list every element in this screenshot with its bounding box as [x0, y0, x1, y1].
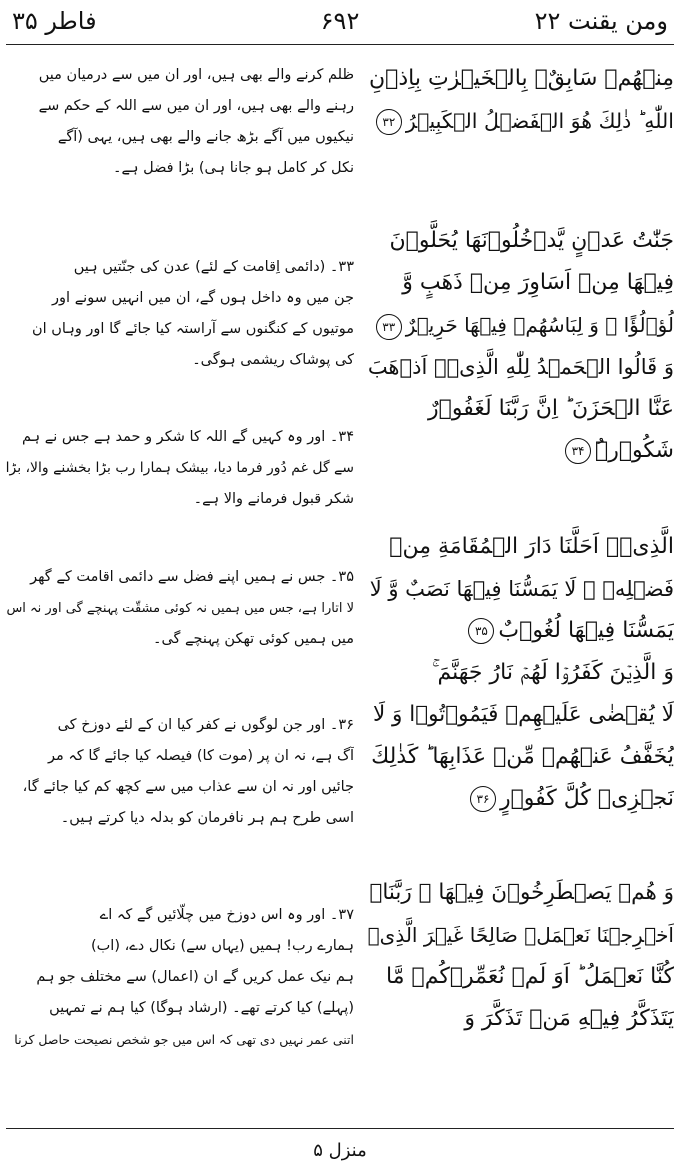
translation-paragraph: [6, 60, 354, 184]
arabic-line: [368, 998, 674, 1040]
arabic-line: [368, 388, 674, 430]
surah-header: فاطر ۳۵: [12, 7, 97, 35]
arabic-line: [368, 652, 674, 694]
translation-line: اتنی عمر نہیں دی تھی کہ اس میں جو شخص نصیحت حاصل کرنا: [14, 1032, 354, 1047]
translation-line: میں ہمیں کوئی تھکن پہنچے گی۔: [152, 631, 354, 647]
arabic-line: [368, 262, 674, 304]
footer-rule: [6, 1128, 674, 1129]
verse-number-marker: ۳۳: [376, 314, 402, 340]
translation-line: نیکیوں میں آگے بڑھ جانے والے بھی ہیں، یہی (آگے: [57, 129, 354, 145]
arabic-verse-group: [368, 58, 674, 142]
arabic-line-text: یَمَسُّنَا فِیۡهَا لُغُوۡبٌ: [498, 618, 674, 643]
arabic-line-text: فِیۡهَا مِنۡ اَسَاوِرَ مِنۡ ذَهَبٍ وَّ: [402, 270, 674, 295]
translation-line: اسی طرح ہم ہر نافرمان کو بدلہ دیا کرتے ہیں۔: [60, 810, 354, 826]
arabic-line-text: یَتَذَكَّرُ فِیۡهِ مَنۡ تَذَكَّرَ وَ: [464, 1006, 674, 1031]
translation-paragraph: [6, 252, 354, 376]
translation-line: شکر قبول فرمانے والا ہے۔: [193, 491, 354, 507]
verse-number-marker: ۳۵: [468, 618, 494, 644]
arabic-line: [368, 956, 674, 998]
translation-line: ۳۶۔ اور جن لوگوں نے کفر کیا ان کے لئے دوزخ کی: [57, 717, 354, 733]
arabic-line-text: اَخۡرِجۡنَا نَعۡمَلۡ صَالِحًا غَیۡرَ الَّذِیۡ: [368, 923, 674, 947]
arabic-line-text: كُنَّا نَعۡمَلُ ؕ اَوَ لَمۡ نُعَمِّرۡكُمۡ مَّا: [386, 964, 674, 989]
translation-line: ۳۴۔ اور وہ کہیں گے اللہ کا شکر و حمد ہے جس نے ہم: [21, 429, 354, 445]
arabic-line: [368, 568, 674, 610]
manzil-label: منزل ۵: [313, 1140, 367, 1161]
translation-line: لا اتارا ہے، جس میں ہمیں نہ کوئی مشقّت پہنچے گی اور نہ اس: [6, 601, 354, 616]
arabic-line: [368, 430, 674, 472]
translation-line: رہنے والے بھی ہیں، اور ان میں سے اللہ کے حکم سے: [38, 98, 354, 114]
arabic-line: [368, 694, 674, 736]
verse-number-marker: ۳۶: [470, 786, 496, 812]
arabic-line-text: فَضۡلِهٖ ۚ لَا یَمَسُّنَا فِیۡهَا نَصَبٌ وَّ لَا: [369, 577, 674, 601]
arabic-verse-group: [368, 526, 674, 820]
arabic-line: [368, 304, 674, 346]
arabic-verse-group: [368, 872, 674, 1040]
arabic-line-text: جَنّٰتُ عَدۡنٍ یَّدۡخُلُوۡنَهَا یُحَلَّوۡنَ: [389, 228, 674, 253]
translation-paragraph: [6, 900, 354, 1055]
translation-line: ظلم کرنے والے بھی ہیں، اور ان میں سے درمیان میں: [38, 67, 354, 83]
arabic-line: [368, 778, 674, 820]
translation-paragraph: [6, 422, 354, 515]
arabic-line: [368, 220, 674, 262]
header-rule: [6, 44, 674, 45]
urdu-translation-column: [6, 52, 354, 1124]
arabic-line-text: نَجۡزِیۡ كُلَّ كَفُوۡرٍ: [499, 786, 674, 811]
translation-paragraph: [6, 710, 354, 834]
arabic-line: [368, 914, 674, 956]
juz-header: ومن یقنت ۲۲: [534, 7, 668, 35]
arabic-line-text: شَكُوۡرُۨ: [595, 438, 674, 463]
translation-line: ۳۳۔ (دائمی اِقامت کے لئے) عدن کی جنّتیں ہیں: [73, 259, 354, 275]
translation-line: (پہلے) کیا کرتے تھے۔ (ارشاد ہوگا) کیا ہم نے تمہیں: [49, 1000, 354, 1016]
arabic-line-text: الَّذِیۡۤ اَحَلَّنَا دَارَ الۡمُقَامَةِ مِنۡ: [389, 534, 674, 559]
arabic-verse-group: [368, 220, 674, 472]
arabic-text-column: [368, 52, 674, 1124]
translation-paragraph: [6, 562, 354, 655]
translation-line: جائیں اور نہ ان سے عذاب میں سے کچھ کم کیا جائے گا،: [22, 779, 354, 795]
arabic-line: [368, 610, 674, 652]
arabic-line: [368, 526, 674, 568]
arabic-line: [368, 100, 674, 142]
arabic-line-text: یُخَفَّفُ عَنۡهُمۡ مِّنۡ عَذَابِهَا ؕ كَذٰلِكَ: [371, 744, 674, 769]
verse-number-marker: ۳۲: [376, 109, 402, 135]
arabic-line: [368, 736, 674, 778]
arabic-line-text: لُؤۡلُؤًا ۚ وَ لِبَاسُهُمۡ فِیۡهَا حَرِیۡرٌ: [405, 313, 674, 337]
translation-line: ہم نیک عمل کریں گے ان (اعمال) سے مختلف جو ہم: [36, 969, 354, 985]
verse-number-marker: ۳۴: [565, 438, 591, 464]
arabic-line-text: عَنَّا الۡحَزَنَ ؕ اِنَّ رَبَّنَا لَغَفُوۡرٌ: [428, 396, 674, 421]
arabic-line: [368, 58, 674, 100]
translation-line: موتیوں کے کنگنوں سے آراستہ کیا جائے گا اور وہاں ان: [31, 321, 354, 337]
translation-line: ہمارے رب! ہمیں (یہاں سے) نکال دے، (اب): [91, 938, 354, 954]
arabic-line: [368, 346, 674, 388]
page-number: ۶۹۲: [320, 7, 360, 35]
arabic-line-text: مِنۡهُمۡ سَابِقٌۢ بِالۡخَیۡرٰتِ بِاِذۡنِ: [368, 66, 674, 91]
arabic-line-text: وَ هُمۡ یَصۡطَرِخُوۡنَ فِیۡهَا ۚ رَبَّنَاۤ: [369, 880, 674, 905]
arabic-line-text: وَ قَالُوا الۡحَمۡدُ لِلّٰهِ الَّذِیۡۤ اَذۡهَبَ: [368, 355, 674, 379]
arabic-line-text: اللّٰهِ ؕ ذٰلِكَ هُوَ الۡفَضۡلُ الۡكَبِیۡرُ: [405, 109, 674, 133]
translation-line: کی پوشاک ریشمی ہوگی۔: [192, 352, 354, 368]
translation-line: سے گل غم دُور فرما دیا، بیشک ہمارا رب بڑا بخشنے والا، بڑا: [6, 460, 354, 476]
arabic-line-text: وَ الَّذِیۡنَ كَفَرُوۡا لَهُمۡ نَارُ جَهَنَّمَ ۚ: [431, 660, 674, 685]
translation-line: ۳۷۔ اور وہ اس دوزخ میں چلّائیں گے کہ اے: [99, 907, 354, 923]
translation-line: ۳۵۔ جس نے ہمیں اپنے فضل سے دائمی اقامت کے گھر: [30, 569, 354, 585]
arabic-line-text: لَا یُقۡضٰی عَلَیۡهِمۡ فَیَمُوۡتُوۡا وَ لَا: [372, 702, 674, 727]
translation-line: جن میں وہ داخل ہوں گے، ان میں انہیں سونے اور: [52, 290, 354, 306]
translation-line: نکل کر کامل ہو جانا ہی) بڑا فضل ہے۔: [113, 160, 354, 176]
arabic-line: [368, 872, 674, 914]
translation-line: آگ ہے، نہ ان پر (موت کا) فیصلہ کیا جائے گا کہ مر: [47, 748, 354, 764]
